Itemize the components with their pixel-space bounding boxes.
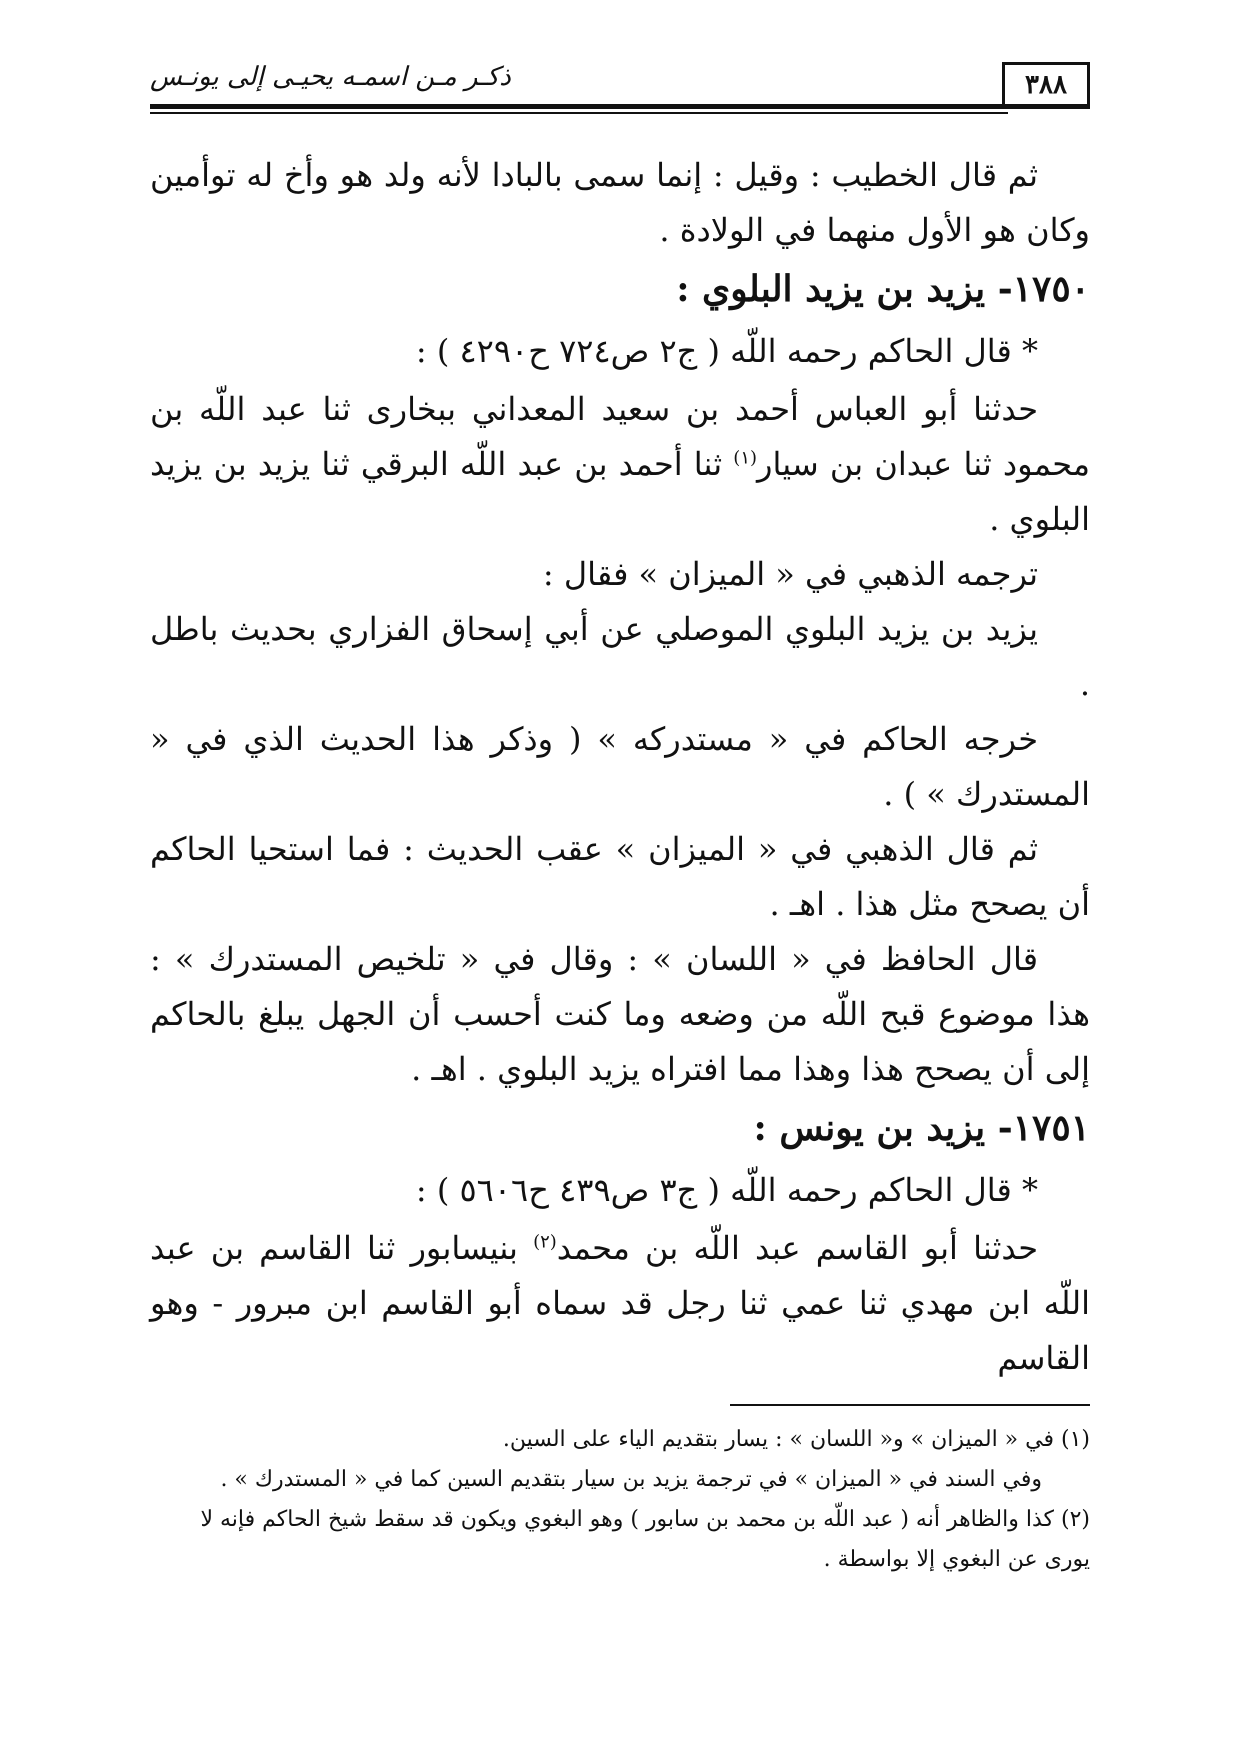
paragraph: خرجه الحاكم في « مستدركه » ( وذكر هذا الحديث الذي في « المستدرك » ) . <box>150 720 1090 813</box>
header-rule-thick <box>150 104 1090 109</box>
source-citation: * قال الحاكم رحمه اللّه ( ج٢ ص٧٢٤ ح٤٢٩٠ ) : <box>415 332 1038 370</box>
footnote-1-continued: وفي السند في « الميزان » في ترجمة يزيد بن سيار بتقديم السين كما في « المستدرك » . <box>220 1467 1042 1492</box>
paragraph: ثم قال الذهبي في « الميزان » عقب الحديث : فما استحيا الحاكم أن يصحح مثل هذا . اهـ . <box>150 830 1090 923</box>
text-segment: بنيسابور ثنا القاسم بن عبد اللّه ابن مهدي ثنا عمي ثنا رجل قد سماه أبو القاسم ابن مبرور - وهو القاسم <box>150 1229 1090 1377</box>
footnote-marker-1[interactable]: (١) <box>733 447 758 469</box>
entry-heading-1751: ١٧٥١- يزيد بن يونس : <box>753 1107 1090 1149</box>
running-title: ذكـر مـن اسمـه يحيـى إلى يونـس <box>150 62 511 92</box>
text-segment: حدثنا أبو العباس أحمد بن سعيد المعداني ببخارى ثنا عبد اللّه بن محمود ثنا عبدان بن سيار <box>150 390 1091 483</box>
footnote-1: (١) في « الميزان » و« اللسان » : يسار بتقديم الياء على السين. <box>502 1427 1090 1452</box>
text-segment: حدثنا أبو القاسم عبد اللّه بن محمد <box>556 1229 1039 1267</box>
entry-heading-1750: ١٧٥٠- يزيد بن يزيد البلوي : <box>676 268 1090 310</box>
source-citation: * قال الحاكم رحمه اللّه ( ج٣ ص٤٣٩ ح٥٦٠٦ ) : <box>415 1171 1038 1209</box>
header-rule-thin <box>150 112 1008 114</box>
paragraph: قال الحافظ في « اللسان » : وقال في « تلخيص المستدرك » : هذا موضوع قبح اللّه من وضعه وما كنت أحسب أن الجهل يبلغ بالحاكم إلى أن يصحح هذا وهذا مما افتراه يزيد البلوي . اهـ . <box>150 940 1090 1088</box>
page-number: ٣٨٨ <box>1002 62 1090 105</box>
main-text <box>150 148 1090 1386</box>
text-segment: ثنا أحمد بن عبد اللّه البرقي ثنا يزيد بن يزيد البلوي . <box>150 445 1090 538</box>
paragraph: ترجمه الذهبي في « الميزان » فقال : <box>542 555 1038 593</box>
footnotes <box>150 1420 1090 1580</box>
footnote-marker-2[interactable]: (٢) <box>533 1231 557 1253</box>
footnote-separator <box>730 1404 1090 1406</box>
book-page <box>150 40 1090 1680</box>
page-header <box>150 40 1090 112</box>
paragraph: يزيد بن يزيد البلوي الموصلي عن أبي إسحاق الفزاري بحديث باطل . <box>150 610 1090 703</box>
footnote-2: (٢) كذا والظاهر أنه ( عبد اللّه بن محمد بن سابور ) وهو البغوي ويكون قد سقط شيخ الحاكم فإنه لا يورى عن البغوي إلا بواسطة . <box>200 1507 1090 1572</box>
paragraph <box>150 1221 1090 1386</box>
paragraph: ثم قال الخطيب : وقيل : إنما سمى بالبادا لأنه ولد هو وأخ له توأمين وكان هو الأول منهما في الولادة . <box>150 156 1090 249</box>
paragraph <box>150 382 1090 547</box>
